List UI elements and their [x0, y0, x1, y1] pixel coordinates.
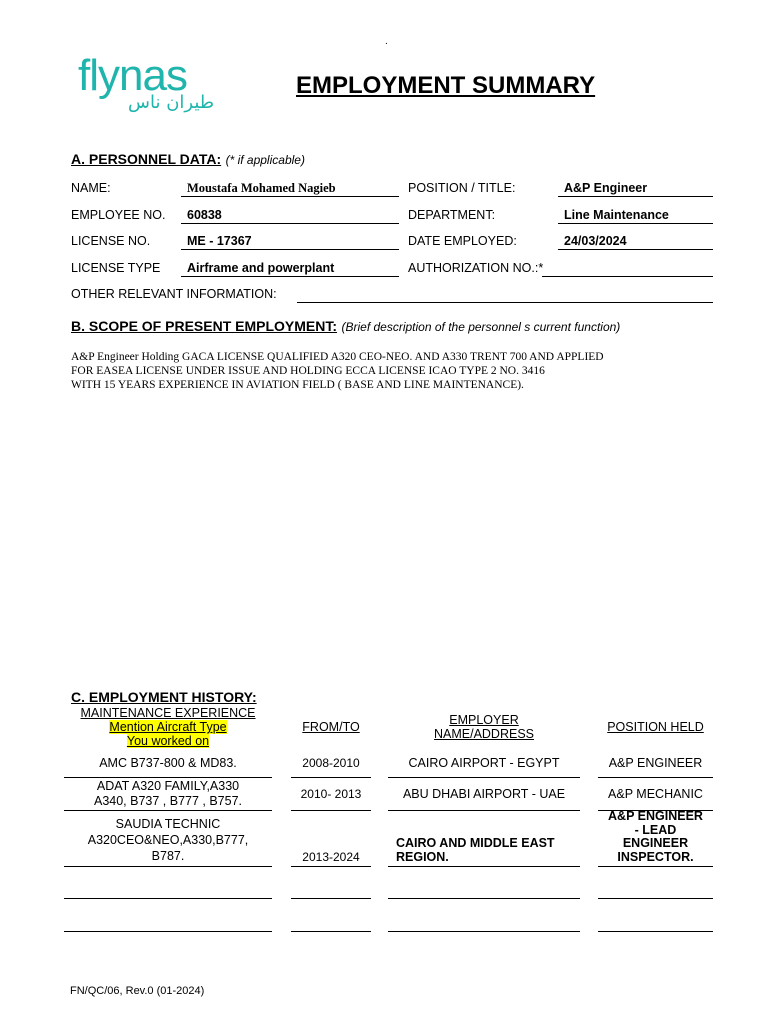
cell-text: A340, B737 , B777 , B757. [93, 794, 243, 808]
cell-text: ABU DHABI AIRPORT - UAE [402, 787, 566, 801]
top-dot: . [385, 36, 388, 47]
date-employed-field[interactable]: 24/03/2024 [558, 234, 713, 250]
cell-text: 2010- 2013 [300, 787, 362, 801]
page-title: EMPLOYMENT SUMMARY [296, 72, 596, 99]
col-header-from-to [291, 720, 371, 734]
license-no-field[interactable]: ME - 17367 [181, 234, 399, 250]
cell-text: CAIRO AND MIDDLE EAST REGION. [396, 836, 555, 864]
col-employer-label: EMPLOYER [449, 713, 519, 727]
scope-description [71, 350, 604, 392]
cell-text: ENGINEER [622, 836, 689, 850]
name-field[interactable]: Moustafa Mohamed Nagieb [181, 181, 399, 197]
table-cell-experience [64, 778, 272, 811]
empty-row-line[interactable] [64, 898, 272, 899]
table-cell-employer [388, 748, 580, 778]
table-cell-position [598, 778, 713, 811]
cell-text: A&P MECHANIC [608, 787, 703, 801]
section-b-heading [71, 318, 620, 336]
empty-row-line[interactable] [64, 931, 272, 932]
position-label: POSITION / TITLE: [408, 181, 516, 195]
scope-line: A&P Engineer Holding GACA LICENSE QUALIFIED A320 CEO-NEO. AND A330 TRENT 700 AND APPLIED [71, 351, 604, 363]
cell-text: A&P ENGINEER [608, 809, 703, 823]
col-employer-label: NAME/ADDRESS [433, 727, 535, 741]
col-header-experience [64, 706, 272, 748]
name-label: NAME: [71, 181, 111, 195]
table-cell-employer [388, 778, 580, 811]
cell-text: ADAT A320 FAMILY,A330 [96, 779, 240, 793]
cell-text: 2013-2024 [302, 850, 360, 864]
logo-arabic-text: طيران ناس [128, 92, 215, 113]
logo-latin-text: flynas [78, 51, 187, 100]
col-header-position [598, 720, 713, 734]
col-position-label: POSITION HELD [607, 720, 704, 734]
col-from-to-label: FROM/TO [302, 720, 360, 734]
cell-text: - LEAD [634, 822, 677, 837]
employee-no-label: EMPLOYEE NO. [71, 208, 166, 222]
authorization-field[interactable] [542, 261, 713, 277]
cell-text: 2008-2010 [302, 755, 360, 770]
scope-line: FOR EASEA LICENSE UNDER ISSUE AND HOLDING ECCA LICENSE ICAO TYPE 2 NO. 3416 [71, 365, 545, 377]
department-field[interactable]: Line Maintenance [558, 208, 713, 224]
section-a-heading [71, 151, 305, 169]
cell-text: SAUDIA TECHNIC [115, 817, 221, 831]
authorization-label: AUTHORIZATION NO.:* [408, 261, 544, 275]
empty-row-line[interactable] [291, 931, 371, 932]
table-cell-from-to [291, 778, 371, 811]
date-employed-label: DATE EMPLOYED: [408, 234, 517, 248]
table-cell-from-to [291, 811, 371, 867]
empty-row-line[interactable] [598, 898, 713, 899]
empty-row-line[interactable] [598, 931, 713, 932]
col-experience-note: You worked on [126, 734, 210, 748]
empty-row-line[interactable] [291, 898, 371, 899]
cell-text: B787. [151, 849, 185, 863]
section-b-title: B. SCOPE OF PRESENT EMPLOYMENT: [71, 318, 338, 334]
section-c-heading [71, 689, 257, 707]
section-b-note: (Brief description of the personnel s current function) [341, 320, 621, 334]
other-info-label: OTHER RELEVANT INFORMATION: [71, 287, 277, 301]
empty-row-line[interactable] [388, 931, 580, 932]
section-a-note: (* if applicable) [225, 153, 305, 167]
col-experience-note: Mention Aircraft Type [109, 720, 227, 734]
table-cell-employer [388, 811, 580, 867]
department-label: DEPARTMENT: [408, 208, 496, 222]
employee-no-field[interactable]: 60838 [181, 208, 399, 224]
col-experience-label: MAINTENANCE EXPERIENCE [80, 706, 256, 720]
cell-text: CAIRO AIRPORT - EGYPT [408, 755, 560, 770]
cell-text: AMC B737-800 & MD83. [99, 755, 237, 770]
cell-text: A320CEO&NEO,A330,B777, [87, 833, 249, 847]
form-reference: FN/QC/06, Rev.0 (01-2024) [70, 985, 205, 997]
table-cell-experience [64, 811, 272, 867]
section-c-title: C. EMPLOYMENT HISTORY: [71, 689, 257, 705]
empty-row-line[interactable] [388, 898, 580, 899]
table-cell-experience [64, 748, 272, 778]
other-info-field[interactable] [297, 287, 713, 303]
cell-text: A&P ENGINEER [608, 755, 703, 770]
table-cell-position [598, 811, 713, 867]
table-cell-position [598, 748, 713, 778]
license-type-field[interactable]: Airframe and powerplant [181, 261, 399, 277]
section-a-title: A. PERSONNEL DATA: [71, 151, 222, 167]
table-cell-from-to [291, 748, 371, 778]
flynas-logo [78, 51, 218, 114]
license-no-label: LICENSE NO. [71, 234, 151, 248]
scope-line: WITH 15 YEARS EXPERIENCE IN AVIATION FIELD ( BASE AND LINE MAINTENANCE). [71, 379, 524, 391]
license-type-label: LICENSE TYPE [71, 261, 161, 275]
cell-text: INSPECTOR. [617, 849, 694, 864]
position-field[interactable]: A&P Engineer [558, 181, 713, 197]
col-header-employer [388, 713, 580, 741]
